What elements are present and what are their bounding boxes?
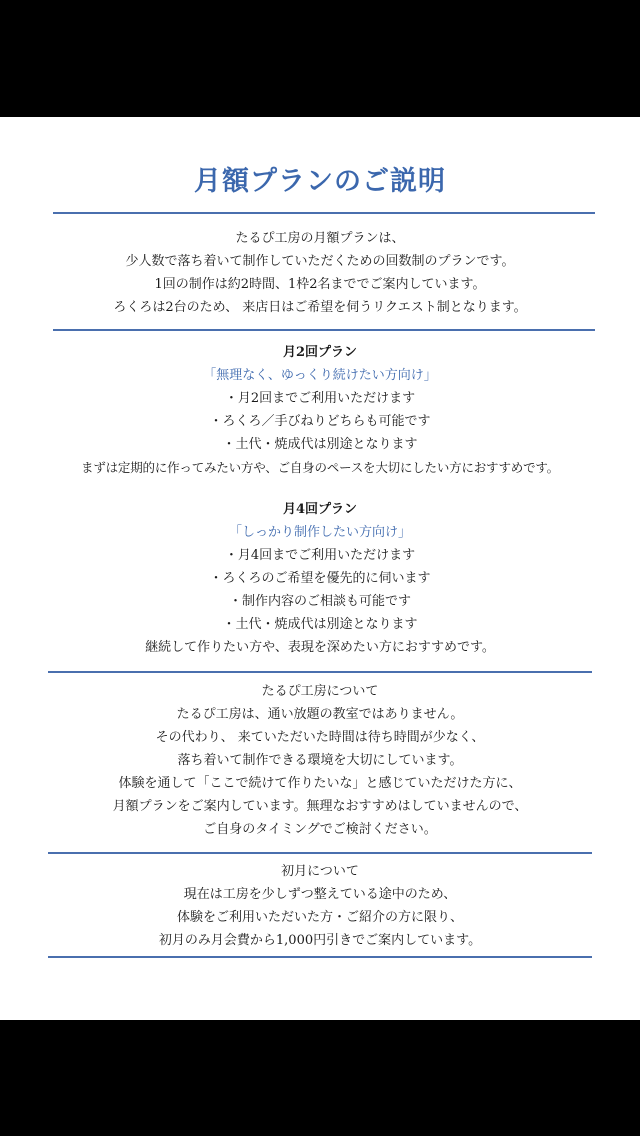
- first-month-line: 初月のみ月会費から1,000円引きでご案内しています。: [158, 933, 482, 948]
- intro-line: たるぴ工房の月額プランは、: [235, 231, 405, 246]
- intro-line: ろくろは2台のため、 来店日はご希望を伺うリクエスト制となります。: [113, 300, 527, 315]
- about-line: その代わり、 来ていただいた時間は待ち時間が少なく、: [155, 730, 485, 745]
- first-month-line: 体験をご利用いただいた方・ご紹介の方に限り、: [176, 910, 463, 925]
- plan4-bullet: ・ろくろのご希望を優先的に伺います: [209, 571, 431, 586]
- plan2-bullet: ・ろくろ／手びねりどちらも可能です: [209, 414, 431, 429]
- about-line: ご自身のタイミングでご検討ください。: [203, 822, 437, 837]
- plan4-bullet: ・月4回までご利用いただけます: [224, 548, 416, 563]
- about-line: 月額プランをご案内しています。無理なおすすめはしていませんので、: [112, 799, 528, 814]
- intro-line: 少人数で落ち着いて制作していただくための回数制のプランです。: [125, 254, 515, 269]
- plan4-note: 継続して作りたい方や、表現を深めたい方におすすめです。: [145, 640, 495, 655]
- plan4-tagline: 「しっかり制作したい方向け」: [228, 525, 411, 540]
- first-month-heading: 初月について: [281, 864, 359, 879]
- intro-line: 1回の制作は約2時間、1枠2名まででご案内しています。: [154, 277, 486, 292]
- document-page: [0, 117, 640, 1020]
- section-divider: [53, 329, 595, 331]
- page-title: 月額プランのご説明: [194, 166, 446, 197]
- section-divider: [48, 852, 592, 854]
- plan2-note: まずは定期的に作ってみたい方や、ご自身のペースを大切にしたい方におすすめです。: [81, 460, 559, 475]
- about-line: 落ち着いて制作できる環境を大切にしています。: [177, 753, 463, 768]
- section-divider: [48, 671, 592, 673]
- first-month-line: 現在は工房を少しずつ整えている途中のため、: [183, 887, 457, 902]
- plan2-bullet: ・土代・焼成代は別途となります: [222, 437, 418, 452]
- plan4-heading: 月4回プラン: [282, 502, 358, 517]
- about-heading: たるぴ工房について: [261, 684, 379, 699]
- plan2-tagline: 「無理なく、ゆっくり続けたい方向け」: [203, 368, 437, 383]
- bottom-divider: [48, 956, 592, 958]
- plan2-bullet: ・月2回までご利用いただけます: [224, 391, 416, 406]
- plan4-bullet: ・土代・焼成代は別途となります: [222, 617, 418, 632]
- plan2-heading: 月2回プラン: [282, 345, 358, 360]
- plan4-bullet: ・制作内容のご相談も可能です: [228, 594, 411, 609]
- about-line: たるぴ工房は、通い放題の教室ではありません。: [176, 707, 464, 722]
- about-line: 体験を通して「ここで続けて作りたいな」と感じていただけた方に、: [118, 776, 522, 791]
- title-divider: [53, 212, 595, 214]
